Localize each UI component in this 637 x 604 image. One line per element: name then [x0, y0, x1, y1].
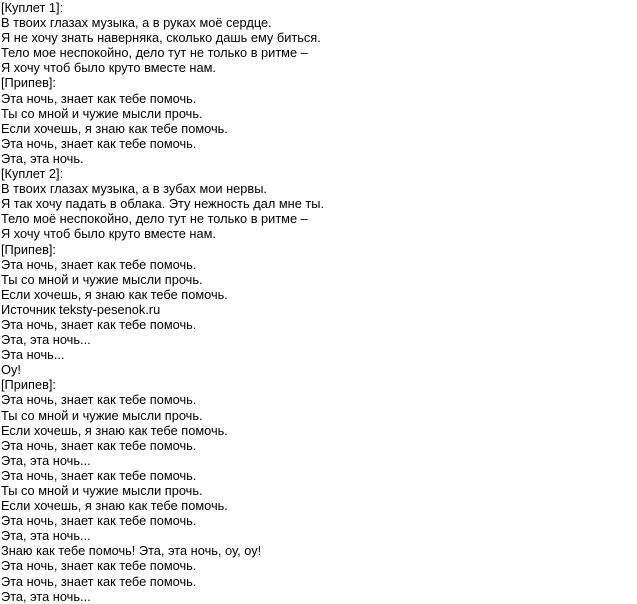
- lyrics-text: [1, 0, 635, 604]
- lyrics-line: Эта ночь, знает как тебе помочь.: [1, 558, 197, 574]
- lyrics-line: В твоих глазах музыка, а в руках моё сердце.: [1, 15, 272, 31]
- lyrics-line: Эта ночь...: [1, 347, 65, 363]
- lyrics-line: [Припев]:: [1, 75, 56, 91]
- lyrics-line: Эта ночь, знает как тебе помочь.: [1, 467, 197, 483]
- lyrics-line: Тело моё неспокойно, дело тут не только в ритме –: [1, 211, 308, 227]
- lyrics-line: Если хочешь, я знаю как тебе помочь.: [1, 498, 228, 514]
- lyrics-line: Эта, эта ночь...: [1, 332, 91, 348]
- lyrics-line: Оу!: [1, 362, 21, 378]
- lyrics-line: Эта, эта ночь...: [1, 528, 91, 544]
- lyrics-line: Эта, эта ночь...: [1, 452, 91, 468]
- lyrics-line: Я хочу чтоб было круто вместе нам.: [1, 60, 216, 76]
- lyrics-line: Я так хочу падать в облака. Эту нежность дал мне ты.: [1, 196, 325, 212]
- lyrics-line: Ты со мной и чужие мысли прочь.: [1, 271, 203, 287]
- lyrics-line: [Куплет 2]:: [1, 166, 64, 182]
- lyrics-line: Эта ночь, знает как тебе помочь.: [1, 392, 197, 408]
- lyrics-line: [Куплет 1]:: [1, 0, 64, 15]
- lyrics-line: Эта ночь, знает как тебе помочь.: [1, 316, 197, 332]
- lyrics-line: Ты со мной и чужие мысли прочь.: [1, 483, 203, 498]
- lyrics-line: Эта ночь, знает как тебе помочь.: [1, 90, 197, 106]
- lyrics-line: Ты со мной и чужие мысли прочь.: [1, 105, 203, 121]
- lyrics-line: Эта, эта ночь.: [1, 150, 84, 166]
- lyrics-line: [Припев]:: [1, 241, 56, 257]
- lyrics-line: Если хочешь, я знаю как тебе помочь.: [1, 286, 228, 302]
- lyrics-line: Я хочу чтоб было круто вместе нам.: [1, 226, 216, 242]
- lyrics-line: Эта ночь, знает как тебе помочь.: [1, 256, 197, 272]
- lyrics-line: Если хочешь, я знаю как тебе помочь.: [1, 422, 228, 438]
- source-line: Источник teksty-pesenok.ru: [1, 301, 161, 317]
- lyrics-line: Ты со мной и чужие мысли прочь.: [1, 407, 203, 423]
- lyrics-line: Тело мое неспокойно, дело тут не только в ритме –: [1, 45, 308, 61]
- lyrics-line: Знаю как тебе помочь! Эта, эта ночь, оу, оу!: [1, 543, 262, 559]
- lyrics-line: Эта ночь, знает как тебе помочь.: [1, 437, 197, 453]
- lyrics-line: Я не хочу знать наверняка, сколько дашь ему биться.: [1, 30, 321, 46]
- lyrics-line: Эта ночь, знает как тебе помочь.: [1, 513, 197, 529]
- lyrics-line: В твоих глазах музыка, а в зубах мои нервы.: [1, 181, 267, 197]
- lyrics-line: [Припев]:: [1, 377, 56, 393]
- lyrics-line: Эта ночь, знает как тебе помочь.: [1, 135, 197, 151]
- lyrics-line: Если хочешь, я знаю как тебе помочь.: [1, 120, 228, 136]
- lyrics-line: Эта ночь, знает как тебе помочь.: [1, 573, 197, 589]
- lyrics-line: Эта, эта ночь...: [1, 588, 91, 604]
